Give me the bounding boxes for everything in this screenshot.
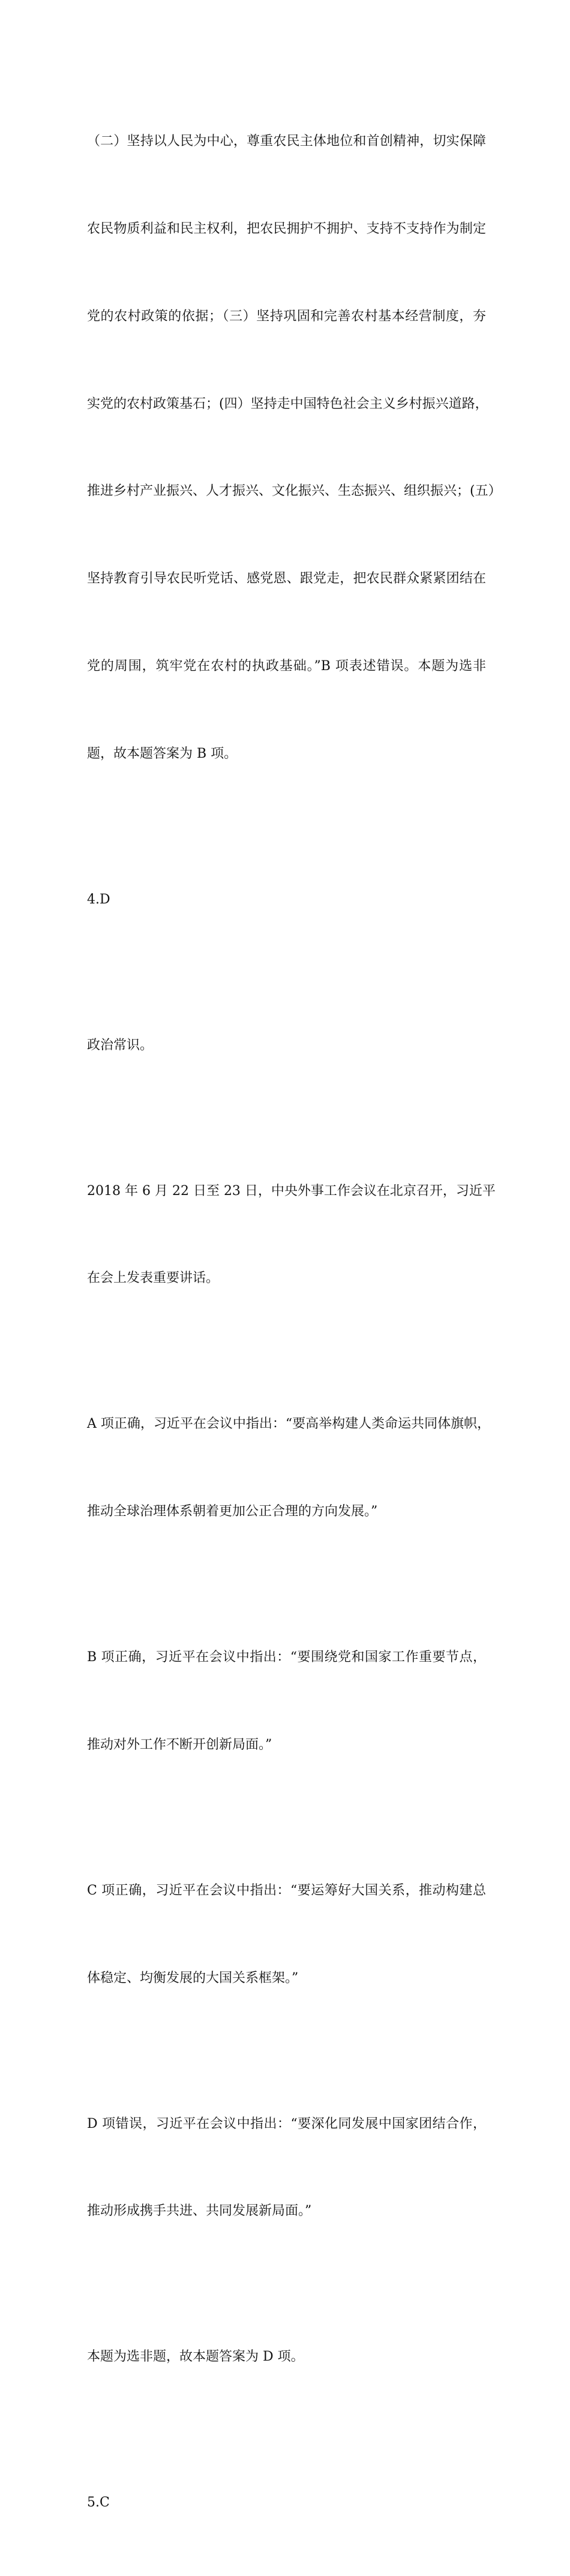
answer-heading-4 — [87, 827, 486, 972]
text-line: （二）坚持以人民为中心，尊重农民主体地位和首创精神，切实保障 — [87, 134, 486, 149]
text-line: 推动全球治理体系朝着更加公正合理的方向发展。” — [87, 1504, 378, 1520]
text-line: 题，故本题答案为 B 项。 — [87, 746, 238, 761]
paragraph-option-d — [87, 2051, 486, 2284]
question-category — [87, 972, 486, 1118]
text-line: C 项正确，习近平在会议中指出：“要运筹好大国关系，推动构建总 — [87, 1883, 486, 1898]
text-line: 党的周围，筑牢党在农村的执政基础。”B 项表述错误。本题为选非 — [87, 658, 486, 674]
text-line: D 项错误，习近平在会议中指出：“要深化同发展中国家团结合作， — [87, 2116, 486, 2131]
paragraph-explanation-3 — [87, 69, 502, 827]
text-line: 坚持教育引导农民听党话、感党恩、跟党走，把农民群众紧紧团结在 — [87, 571, 486, 587]
text-line: 体稳定、均衡发展的大国关系框架。” — [87, 1970, 299, 1986]
text-line: 本题为选非题，故本题答案为 D 项。 — [87, 2349, 304, 2365]
text-line: 2018 年 6 月 22 日至 23 日，中央外事工作会议在北京召开，习近平 — [87, 1183, 496, 1199]
paragraph-option-a — [87, 1352, 491, 1585]
text-line: 实党的农村政策基石；(四）坚持走中国特色社会主义乡村振兴道路， — [87, 396, 488, 412]
text-line: 4.D — [87, 891, 110, 907]
text-line: A 项正确，习近平在会议中指出：“要高举构建人类命运共同体旗帜， — [87, 1416, 491, 1432]
text-line: 政治常识。 — [87, 1037, 154, 1053]
answer-heading-5 — [87, 2430, 486, 2576]
text-line: 推动形成携手共进、共同发展新局面。” — [87, 2203, 312, 2219]
text-line: 推动对外工作不断开创新局面。” — [87, 1737, 272, 1752]
paragraph-option-b — [87, 1585, 486, 1818]
text-line: 推进乡村产业振兴、人才振兴、文化振兴、生态振兴、组织振兴；(五） — [87, 484, 502, 499]
paragraph-conclusion — [87, 2284, 486, 2430]
document-body — [87, 69, 502, 2576]
paragraph-background — [87, 1118, 496, 1352]
text-line: 5.C — [87, 2495, 110, 2511]
text-line: B 项正确，习近平在会议中指出：“要围绕党和国家工作重要节点， — [87, 1650, 486, 1665]
text-line: 在会上发表重要讲话。 — [87, 1271, 220, 1286]
paragraph-option-c — [87, 1818, 486, 2052]
text-line: 党的农村政策的依据；（三）坚持巩固和完善农村基本经营制度，夯 — [87, 308, 486, 324]
text-line: 农民物质利益和民主权利，把农民拥护不拥护、支持不支持作为制定 — [87, 221, 486, 236]
